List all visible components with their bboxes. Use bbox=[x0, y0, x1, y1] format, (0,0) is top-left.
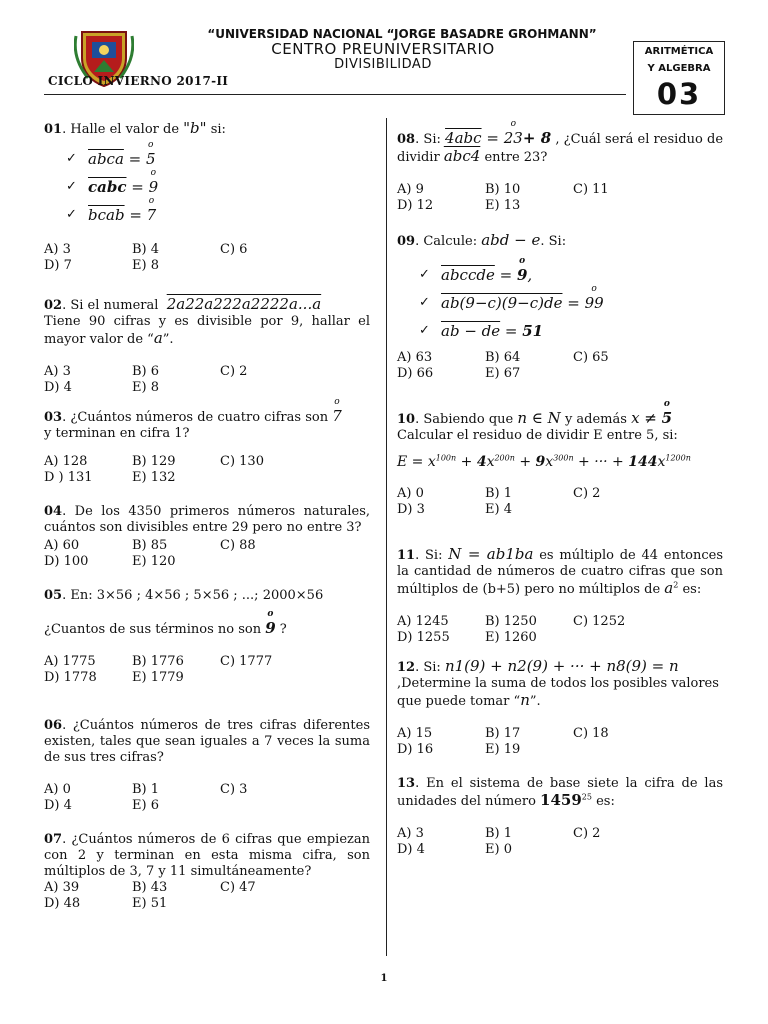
question-text: Calcular el residuo de dividir E entre 5, si: bbox=[397, 428, 678, 443]
math-numeral: 2a22a222a2222a...a bbox=[166, 295, 322, 313]
course-name-2: Y ALGEBRA bbox=[647, 63, 711, 74]
option: A) 0 bbox=[44, 782, 71, 797]
option: E) 19 bbox=[485, 742, 521, 757]
option: D) 48 bbox=[44, 896, 81, 911]
math-numeral: ab − de bbox=[441, 322, 501, 340]
worksheet-number: 03 bbox=[656, 77, 702, 111]
question-12 bbox=[397, 658, 723, 758]
option: A) 9 bbox=[397, 182, 424, 197]
option: B) 6 bbox=[132, 364, 160, 379]
answer-options bbox=[44, 364, 370, 396]
condition: ✓ ab − de = 51 bbox=[419, 322, 544, 340]
math-sequence: 3×56 ; 4×56 ; 5×56 ; ...; 2000×56 bbox=[96, 588, 324, 603]
option: D) 100 bbox=[44, 554, 89, 569]
question-number: 01 bbox=[44, 122, 63, 137]
option: B) 10 bbox=[485, 182, 521, 197]
math-numeral: abca bbox=[88, 150, 124, 168]
question-text: . En el sistema de base siete la cifra de las unidades del número bbox=[397, 776, 723, 809]
option: B) 43 bbox=[132, 880, 168, 895]
course-name: ARITMÉTICA bbox=[644, 46, 714, 57]
question-text: . Si: bbox=[540, 234, 567, 249]
answer-options bbox=[397, 614, 723, 646]
question-03 bbox=[44, 408, 370, 486]
university-name: “UNIVERSIDAD NACIONAL “JORGE BASADRE GROHMANN” bbox=[207, 27, 597, 41]
option: C) 3 bbox=[220, 782, 248, 797]
option: A) 3 bbox=[44, 364, 71, 379]
page-number: 1 bbox=[380, 973, 388, 984]
question-text: ”. bbox=[529, 694, 541, 709]
option: A) 3 bbox=[397, 826, 424, 841]
condition: ✓ abca = o 5 bbox=[66, 146, 370, 172]
math-numeral: ab(9−c)(9−c)de bbox=[441, 294, 563, 312]
condition: ✓ ab(9−c)(9−c)de = o 99 bbox=[419, 290, 723, 316]
option: E) 120 bbox=[132, 554, 176, 569]
answer-options bbox=[44, 454, 370, 486]
checkmark-icon: ✓ bbox=[66, 207, 77, 222]
question-text: . Si: bbox=[415, 660, 445, 675]
option: C) 18 bbox=[573, 726, 609, 741]
option: A) 60 bbox=[44, 538, 80, 553]
option: E) 8 bbox=[132, 258, 159, 273]
option: D) 4 bbox=[44, 798, 72, 813]
option: D) 4 bbox=[397, 842, 425, 857]
option: B) 64 bbox=[485, 350, 521, 365]
math-expression: n ∈ N bbox=[517, 409, 561, 427]
answer-options bbox=[397, 826, 723, 858]
option: A) 0 bbox=[397, 486, 424, 501]
answer-options bbox=[44, 654, 370, 686]
checkmark-icon: ✓ bbox=[66, 179, 77, 194]
math-exponent: 2 bbox=[673, 580, 679, 590]
math-base: 1459 bbox=[540, 791, 582, 809]
answer-options bbox=[44, 242, 370, 274]
multiple-of: o 7 bbox=[147, 207, 157, 223]
math-numeral: abccde bbox=[441, 266, 495, 284]
option: B) 129 bbox=[132, 454, 176, 469]
question-05 bbox=[44, 588, 370, 686]
question-text: . Si: bbox=[415, 548, 449, 563]
option: B) 1250 bbox=[485, 614, 537, 629]
math-numeral: N = ab1ba bbox=[448, 545, 534, 563]
condition: ✓ abccde = o 9 , bbox=[419, 262, 723, 288]
question-number: 11 bbox=[397, 548, 416, 563]
option: B) 1776 bbox=[132, 654, 184, 669]
question-04 bbox=[44, 504, 370, 570]
question-number: 07 bbox=[44, 832, 63, 847]
option: E) 1779 bbox=[132, 670, 184, 685]
checkmark-icon: ✓ bbox=[419, 323, 430, 338]
question-06 bbox=[44, 718, 370, 814]
answer-options bbox=[397, 726, 723, 758]
option: D ) 131 bbox=[44, 470, 93, 485]
multiple-of: o 7 bbox=[332, 408, 342, 424]
question-10 bbox=[397, 410, 723, 518]
question-text: es múltiplo de 44 entonces la cantidad de números de cuatro cifras que son múltiplos de (b+5) pero no múltiplos de bbox=[397, 548, 724, 597]
answer-options bbox=[397, 182, 723, 214]
checkmark-icon: ✓ bbox=[66, 151, 77, 166]
option: C) 65 bbox=[573, 350, 609, 365]
math-numeral: cabc bbox=[88, 178, 127, 196]
header-divider bbox=[44, 94, 626, 95]
math-expression: x ≠ bbox=[631, 409, 662, 427]
option: E) 0 bbox=[485, 842, 512, 857]
question-01 bbox=[44, 120, 370, 274]
option: B) 17 bbox=[485, 726, 521, 741]
question-text: . Si: bbox=[415, 132, 446, 147]
math-numeral: bcab bbox=[88, 206, 125, 224]
option: A) 39 bbox=[44, 880, 80, 895]
multiple-of: o 9 bbox=[149, 179, 159, 195]
option: A) 3 bbox=[44, 242, 71, 257]
question-09 bbox=[397, 232, 723, 382]
multiple-of: o 5 bbox=[146, 151, 156, 167]
left-column bbox=[44, 120, 370, 924]
question-text: . En: bbox=[62, 588, 97, 603]
question-text: . De los 4350 primeros números naturales, cuántos son divisibles entre 29 pero no entre 3? bbox=[44, 504, 370, 535]
question-text: . Halle el valor de bbox=[62, 122, 184, 137]
math-term: 51 bbox=[522, 322, 544, 340]
answer-options bbox=[44, 782, 370, 814]
option: D) 66 bbox=[397, 366, 434, 381]
condition: ✓ bcab = o 7 bbox=[66, 202, 370, 228]
math-expression: abd − e bbox=[481, 231, 541, 249]
formula-E: $E = x^{100n} + 4x^{200n} + 9x^{300n}$ + ··· + $144x^{1200n}$ bbox=[397, 453, 691, 470]
math-variable: a bbox=[664, 579, 674, 597]
math-variable: n bbox=[520, 691, 530, 709]
question-number: 04 bbox=[44, 504, 63, 519]
answer-options bbox=[397, 350, 723, 382]
question-text: Tiene 90 cifras y es divisible por 9, hallar el mayor valor de “ bbox=[44, 314, 370, 347]
option: C) 2 bbox=[220, 364, 248, 379]
question-number: 02 bbox=[44, 298, 63, 313]
answer-options bbox=[44, 538, 370, 570]
condition: ✓ cabc = o 9 bbox=[66, 174, 370, 200]
option: A) 63 bbox=[397, 350, 433, 365]
topic-title: DIVISIBILIDAD bbox=[334, 57, 432, 72]
question-text: y terminan en cifra 1? bbox=[44, 426, 190, 441]
question-number: 03 bbox=[44, 410, 63, 425]
option: C) 2 bbox=[573, 826, 601, 841]
option: D) 4 bbox=[44, 380, 72, 395]
math-numeral: abc4 bbox=[443, 147, 481, 165]
option: D) 1778 bbox=[44, 670, 97, 685]
question-number: 05 bbox=[44, 588, 63, 603]
question-number: 12 bbox=[397, 660, 416, 675]
multiple-of: o 99 bbox=[585, 295, 604, 311]
option: E) 13 bbox=[485, 198, 521, 213]
question-13 bbox=[397, 776, 723, 858]
option: C) 6 bbox=[220, 242, 248, 257]
center-name: CENTRO PREUNIVERSITARIO bbox=[271, 40, 495, 58]
multiple-of: o 5 bbox=[662, 410, 672, 426]
question-number: 09 bbox=[397, 234, 416, 249]
question-text: ”. bbox=[162, 332, 174, 347]
course-code-box bbox=[633, 41, 725, 115]
math-numeral: 4abc bbox=[445, 129, 482, 147]
option: D) 12 bbox=[397, 198, 434, 213]
question-text: . ¿Cuántos números de cuatro cifras son bbox=[62, 410, 333, 425]
question-text: es: bbox=[678, 582, 702, 597]
option: B) 85 bbox=[132, 538, 168, 553]
math-variable: a bbox=[153, 329, 163, 347]
question-text: . Sabiendo que bbox=[415, 412, 518, 427]
question-text: si: bbox=[206, 122, 226, 137]
checkmark-icon: ✓ bbox=[419, 295, 430, 310]
question-text: . Calcule: bbox=[415, 234, 482, 249]
option: A) 15 bbox=[397, 726, 433, 741]
option: E) 1260 bbox=[485, 630, 537, 645]
option: E) 4 bbox=[485, 502, 512, 517]
question-text: es: bbox=[591, 794, 615, 809]
option: D) 7 bbox=[44, 258, 72, 273]
multiple-of: o 23 bbox=[504, 130, 523, 146]
question-text: ¿Cuantos de sus términos no son bbox=[44, 622, 266, 637]
option: D) 3 bbox=[397, 502, 425, 517]
option: B) 1 bbox=[132, 782, 160, 797]
option: E) 132 bbox=[132, 470, 176, 485]
question-number: 06 bbox=[44, 718, 63, 733]
multiple-of: o 9 bbox=[265, 620, 275, 636]
option: B) 1 bbox=[485, 826, 513, 841]
answer-options bbox=[44, 880, 370, 912]
checkmark-icon: ✓ bbox=[419, 267, 430, 282]
question-text: y además bbox=[560, 412, 632, 427]
math-term: + 8 bbox=[522, 129, 552, 147]
question-text: ,Determine la suma de todos los posibles valores que puede tomar “ bbox=[397, 676, 719, 709]
option: E) 8 bbox=[132, 380, 159, 395]
multiple-of: o 9 bbox=[517, 267, 527, 283]
option: E) 67 bbox=[485, 366, 521, 381]
question-text: , ¿Cuál será el residuo de dividir bbox=[397, 132, 724, 165]
question-text: ? bbox=[275, 622, 287, 637]
question-text: . ¿Cuántos números de tres cifras diferentes existen, tales que sean iguales a 7 veces la suma de sus tres cifras? bbox=[44, 718, 370, 765]
question-text: entre 23? bbox=[480, 150, 548, 165]
answer-options bbox=[397, 486, 723, 518]
option: D) 1255 bbox=[397, 630, 450, 645]
question-02 bbox=[44, 296, 370, 396]
question-number: 08 bbox=[397, 132, 416, 147]
question-08: 08. Si: 4abc = o 23+ 8 , ¿Cuál será el residuo de dividir abc4 entre 23? A) 9 B) 10 C) 11 D) 12 E) 13 bbox=[397, 130, 723, 214]
option: A) 1775 bbox=[44, 654, 96, 669]
question-number: 10 bbox=[397, 412, 416, 427]
option: C) 47 bbox=[220, 880, 256, 895]
question-11 bbox=[397, 546, 723, 646]
cycle-label: CICLO INVIERNO 2017-II bbox=[48, 74, 229, 88]
option: A) 128 bbox=[44, 454, 88, 469]
option: C) 1252 bbox=[573, 614, 626, 629]
option: A) 1245 bbox=[397, 614, 449, 629]
question-text: . Si el numeral bbox=[62, 298, 163, 313]
question-07 bbox=[44, 832, 370, 912]
option: C) 2 bbox=[573, 486, 601, 501]
option: C) 88 bbox=[220, 538, 256, 553]
option: C) 1777 bbox=[220, 654, 273, 669]
question-text: . ¿Cuántos números de 6 cifras que empiezan con 2 y terminan en esta misma cifra, son múltiplos de 3, 7 y 11 simultáneamente? bbox=[44, 832, 370, 879]
right-column bbox=[397, 120, 723, 870]
math-formula: n1(9) + n2(9) + ··· + n8(9) = n bbox=[444, 657, 679, 675]
option: E) 6 bbox=[132, 798, 159, 813]
math-variable: "b" bbox=[183, 119, 207, 137]
math-term: , bbox=[527, 266, 533, 284]
option: B) 1 bbox=[485, 486, 513, 501]
option: B) 4 bbox=[132, 242, 160, 257]
option: C) 11 bbox=[573, 182, 609, 197]
column-divider bbox=[386, 118, 387, 956]
option: E) 51 bbox=[132, 896, 168, 911]
question-number: 13 bbox=[397, 776, 416, 791]
math-exponent: 25 bbox=[581, 792, 592, 802]
option: D) 16 bbox=[397, 742, 434, 757]
option: C) 130 bbox=[220, 454, 264, 469]
